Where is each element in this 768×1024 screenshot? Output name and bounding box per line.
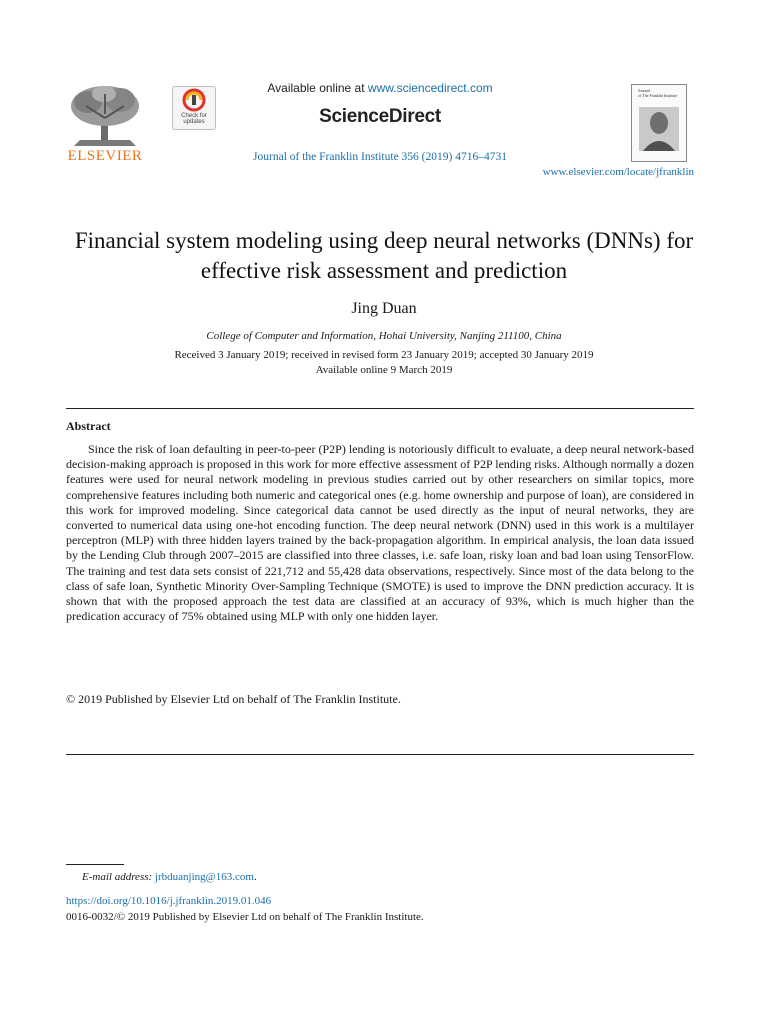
abstract-copyright: © 2019 Published by Elsevier Ltd on behalf of The Franklin Institute. [66,692,401,706]
abstract-heading: Abstract [66,419,111,433]
author-affiliation: College of Computer and Information, Hohai University, Nanjing 211100, China [206,330,562,342]
elsevier-wordmark: ELSEVIER [67,148,143,164]
sciencedirect-wordmark: ScienceDirect [319,106,441,127]
email-label: E-mail address: [82,871,153,883]
email-suffix: . [253,871,257,883]
cover-line-2: of The Franklin Institute [638,93,678,98]
cover-portrait-image [639,107,679,151]
check-for-updates-badge[interactable] [172,86,216,130]
divider-bottom [66,754,694,755]
divider-top [66,408,694,409]
check-updates-label: Check for updates [181,113,207,125]
journal-reference: Journal of the Franklin Institute 356 (2019) 4716–4731 [253,151,507,163]
available-prefix: Available online at [267,81,368,95]
abstract-body [66,442,694,624]
issn-copyright: 0016-0032/© 2019 Published by Elsevier Ltd on behalf of The Franklin Institute. [66,911,424,923]
sciencedirect-link[interactable]: www.sciencedirect.com [367,81,493,95]
footnote-email [82,871,257,883]
abstract-paragraph: Since the risk of loan defaulting in peer-to-peer (P2P) lending is notoriously difficult to evaluate, a deep neural network-based decision-making approach is proposed in this work for more effective assessment of P2P lending risks. Although normally a dozen features were used for neural network modeling in previous studies carried out by other researchers on similar topics, more comprehensive features including both numeric and categorical ones (e.g. home ownership and purpose of loan), are considered in this work for improved modeling. Since categorical data cannot be used directly as the input of neural networks, they are converted to numerical data using one-hot encoding function. The deep neural network (DNN) used in this work is a multilayer perceptron (MLP) with three hidden layers trained by the back-propagation algorithm. In empirical analysis, the loan data issued by the Lending Club through 2007–2015 are classified into three classes, i.e. safe loan, risky loan and bad loan using TensorFlow. The training and test data sets consist of 221,712 and 55,428 data observations, respectively. Since most of the data belong to the class of safe loan, Synthetic Minority Over-Sampling Technique (SMOTE) is used to improve the DNN prediction accuracy. It is shown that with the proposed approach the test data are classified at an accuracy of 93%, which is much higher than the predication accuracy of 75% obtained using MLP with only one hidden layer. [66,442,694,624]
received-dates: Received 3 January 2019; received in revised form 23 January 2019; accepted 30 January 2019 [174,349,594,361]
journal-homepage-link[interactable]: www.elsevier.com/locate/jfranklin [542,166,694,178]
check-updates-icon [173,87,215,113]
available-online-date: Available online 9 March 2019 [315,364,453,376]
author-name: Jing Duan [351,300,417,317]
cover-line-1: Journal [638,88,650,93]
doi-link[interactable]: https://doi.org/10.1016/j.jfranklin.2019.01.046 [66,895,272,907]
available-online-line [220,81,540,95]
journal-cover-thumbnail [631,84,687,162]
footnote-rule [66,864,124,865]
article-title: Financial system modeling using deep neural networks (DNNs) for effective risk assessment and prediction [74,228,694,283]
email-link[interactable]: jrbduanjing@163.com [154,871,254,883]
